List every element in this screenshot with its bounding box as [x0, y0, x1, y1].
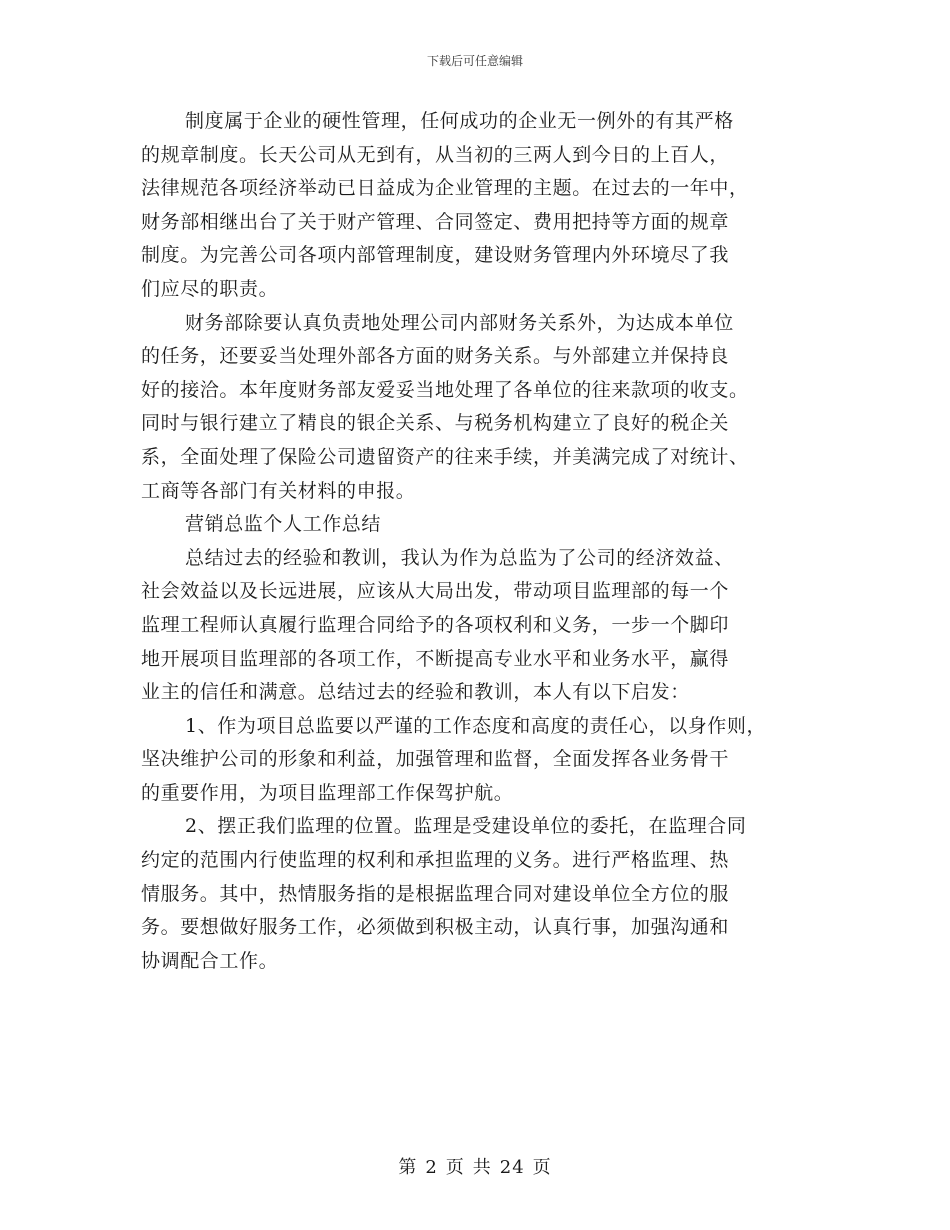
- paragraph: [141, 307, 821, 509]
- text-line: 监理工程师认真履行监理合同给予的各项权利和义务，一步一个脚印: [141, 613, 730, 636]
- text-line: 财务部除要认真负责地处理公司内部财务关系外，为达成本单位: [185, 311, 734, 334]
- text-line: 系，全面处理了保险公司遗留资产的往来手续，并美满完成了对统计、: [141, 445, 749, 468]
- text-line: 营销总监个人工作总结: [185, 513, 382, 536]
- page-number: 2: [425, 1157, 438, 1178]
- section-heading: [141, 508, 821, 542]
- paragraph: [141, 710, 821, 811]
- paragraph: [141, 542, 821, 710]
- page-header: 下载后可任意编辑: [426, 54, 523, 68]
- text-line: 好的接洽。本年度财务部友爱妥当地处理了各单位的往来款项的收支。: [141, 378, 749, 401]
- text-line: 的规章制度。长天公司从无到有，从当初的三两人到今日的上百人，: [141, 143, 730, 166]
- text-line: 总结过去的经验和教训，我认为作为总监为了公司的经济效益、: [185, 546, 734, 569]
- text-line: 同时与银行建立了精良的银企关系、与税务机构建立了良好的税企关: [141, 412, 730, 435]
- paragraph: [141, 105, 821, 307]
- text-line: 制度属于企业的硬性管理，任何成功的企业无一例外的有其严格: [185, 110, 734, 132]
- text-line: 约定的范围内行使监理的权利和承担监理的义务。进行严格监理、热: [141, 849, 730, 872]
- text-line: 业主的信任和满意。总结过去的经验和教训，本人有以下启发：: [141, 681, 690, 704]
- text-line: 务。要想做好服务工作，必须做到积极主动，认真行事，加强沟通和: [141, 916, 730, 939]
- text-line: 们应尽的职责。: [141, 277, 279, 300]
- text-line: 1、作为项目总监要以严谨的工作态度和高度的责任心，以身作则，: [185, 714, 767, 737]
- footer-prefix: 第: [398, 1157, 418, 1178]
- document-body: [141, 105, 821, 978]
- footer-total-unit: 页: [532, 1157, 552, 1178]
- text-line: 社会效益以及长远进展，应该从大局出发，带动项目监理部的每一个: [141, 580, 730, 603]
- text-line: 法律规范各项经济举动已日益成为企业管理的主题。在过去的一年中，: [141, 177, 749, 200]
- text-line: 财务部相继出台了关于财产管理、合同签定、费用把持等方面的规章: [141, 210, 730, 233]
- text-line: 工商等各部门有关材料的申报。: [141, 479, 416, 502]
- text-line: 的重要作用，为项目监理部工作保驾护航。: [141, 781, 514, 804]
- text-line: 的任务，还要妥当处理外部各方面的财务关系。与外部建立并保持良: [141, 345, 730, 368]
- footer-page-unit: 页: [445, 1157, 465, 1178]
- text-line: 坚决维护公司的形象和利益，加强管理和监督，全面发挥各业务骨干: [141, 748, 730, 771]
- footer-total-prefix: 共: [472, 1157, 492, 1178]
- text-line: 制度。为完善公司各项内部管理制度，建设财务管理内外环境尽了我: [141, 244, 730, 267]
- text-line: 地开展项目监理部的各项工作，不断提高专业水平和业务水平，赢得: [141, 647, 730, 670]
- paragraph: [141, 810, 821, 978]
- text-line: 2、摆正我们监理的位置。监理是受建设单位的委托，在监理合同: [185, 815, 747, 838]
- text-line: 协调配合工作。: [141, 949, 279, 972]
- text-line: 情服务。其中，热情服务指的是根据监理合同对建设单位全方位的服: [141, 882, 730, 905]
- total-pages: 24: [499, 1157, 525, 1178]
- page-footer: [0, 1153, 950, 1179]
